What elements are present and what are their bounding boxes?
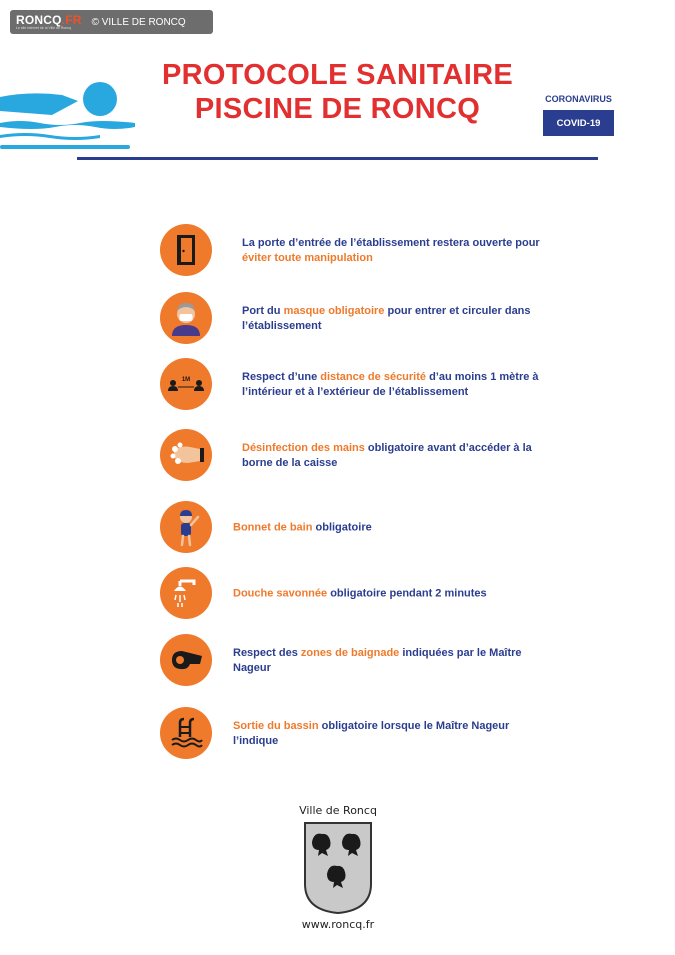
- item-text: [233, 646, 543, 676]
- highlight-text: Désinfection des mains: [242, 442, 365, 454]
- highlight-text: éviter toute manipulation: [242, 252, 373, 264]
- hand-wash-icon: [160, 429, 212, 481]
- brand-name: RONCQ: [16, 12, 62, 27]
- footer-url: www.roncq.fr: [301, 918, 375, 931]
- title-line-1: PROTOCOLE SANITAIRE: [161, 59, 514, 91]
- list-item: [160, 501, 540, 555]
- footer-crest: [290, 804, 386, 931]
- item-text: [233, 719, 543, 749]
- footer-city: Ville de Roncq: [299, 804, 377, 817]
- list-item: [160, 429, 540, 483]
- header-divider: [77, 157, 598, 160]
- item-text: [242, 236, 542, 266]
- distance-icon-label: 1M: [181, 377, 191, 383]
- highlight-text: Bonnet de bain: [233, 521, 313, 534]
- list-item: [160, 358, 540, 412]
- highlight-text: Douche savonnée: [233, 587, 328, 600]
- item-text-part: La porte d’entrée de l’établissement restera ouverte pour: [242, 237, 540, 249]
- title-line-2: PISCINE DE RONCQ: [194, 93, 481, 125]
- highlight-text: zones de baignade: [300, 647, 400, 659]
- swim-cap-icon: [160, 501, 212, 553]
- list-item: [160, 292, 540, 346]
- item-text: [242, 304, 542, 334]
- list-item: [160, 567, 540, 621]
- item-text-part: Port du: [242, 305, 284, 317]
- mask-person-icon: [160, 292, 212, 344]
- item-text: [242, 441, 542, 471]
- highlight-text: masque obligatoire: [283, 305, 385, 317]
- page-title: [135, 58, 540, 126]
- coat-of-arms-icon: [302, 820, 374, 916]
- item-text-part: obligatoire pendant 2 minutes: [327, 587, 487, 600]
- highlight-text: Sortie du bassin: [233, 720, 319, 732]
- list-item: [160, 707, 540, 761]
- list-item: [160, 634, 540, 688]
- swimmer-icon: [0, 75, 140, 155]
- covid-tag: COVID-19: [543, 110, 614, 136]
- site-badge[interactable]: [10, 10, 213, 34]
- item-text-part: pour entrer et circuler dans l’établissement: [242, 305, 531, 332]
- item-text-part: indiquées par le Maître Nageur: [233, 647, 522, 674]
- item-text: [242, 370, 542, 400]
- item-text-part: obligatoire lorsque le Maître Nageur l’indique: [233, 720, 510, 747]
- item-text-part: obligatoire: [312, 521, 372, 534]
- item-text-part: Respect d’une: [242, 371, 321, 383]
- brand-tagline: Le site internet de la Ville de Roncq: [16, 25, 71, 30]
- pool-ladder-icon: [160, 707, 212, 759]
- brand-suffix: .FR: [61, 12, 82, 27]
- item-text-part: d’au moins 1 mètre à l’intérieur et à l’extérieur de l’établissement: [242, 371, 539, 398]
- shower-icon: [160, 567, 212, 619]
- item-text-part: Respect des: [233, 647, 301, 659]
- whistle-icon: [160, 634, 212, 686]
- copyright-text: © VILLE DE RONCQ: [91, 16, 186, 28]
- item-text-part: obligatoire avant d’accéder à la borne de la caisse: [242, 442, 532, 469]
- category-label: CORONAVIRUS: [545, 94, 612, 104]
- list-item: [160, 224, 540, 278]
- roncq-logo: [16, 14, 82, 31]
- door-icon: [160, 224, 212, 276]
- distance-icon: [160, 358, 212, 410]
- highlight-text: distance de sécurité: [320, 371, 427, 383]
- item-text: [233, 521, 543, 536]
- item-text: [233, 587, 543, 602]
